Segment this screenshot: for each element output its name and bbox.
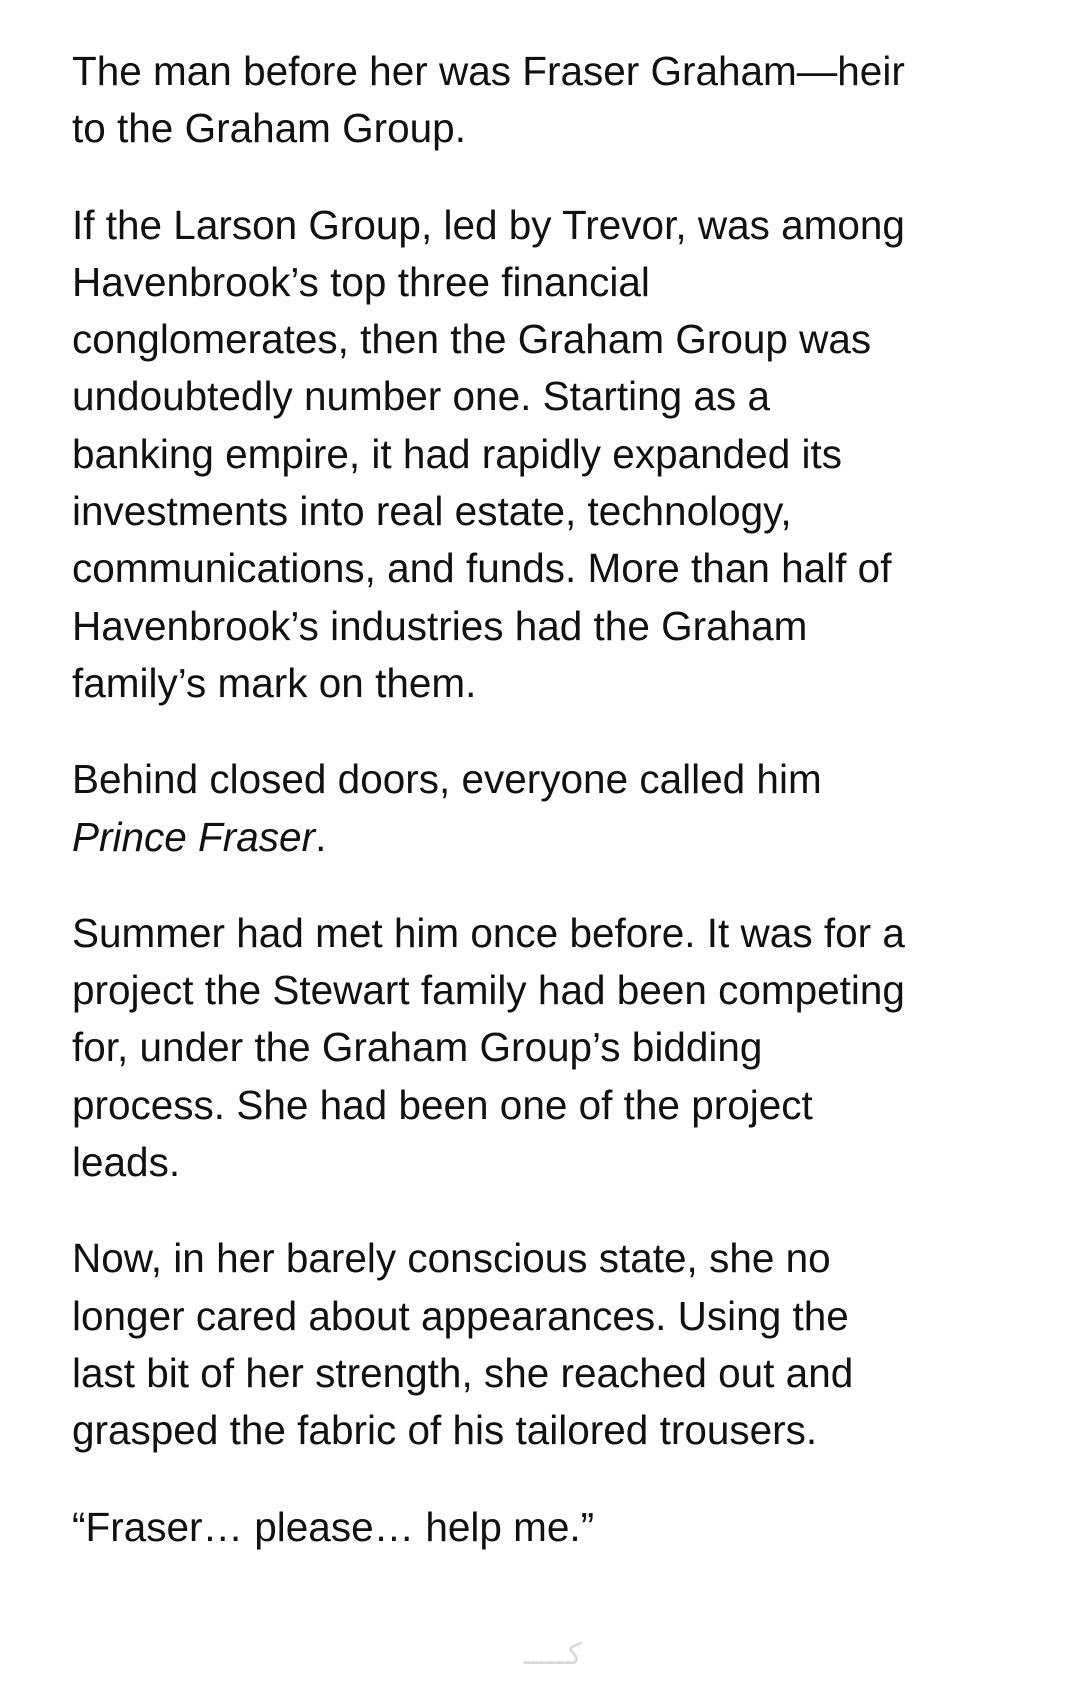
paragraph-graham-group [72, 197, 1032, 713]
text-line: for, under the Graham Group’s bidding [72, 1024, 763, 1071]
paragraph-grasped [72, 1230, 1032, 1459]
text-line: project the Stewart family had been competing [72, 967, 905, 1014]
text-line: Havenbrook’s industries had the Graham [72, 602, 808, 649]
text-line: family’s mark on them. [72, 659, 477, 706]
text-line: Now, in her barely conscious state, she no [72, 1235, 831, 1282]
chapter-text [72, 43, 1032, 1556]
text-line: investments into real estate, technology, [72, 488, 792, 535]
text-line: Summer had met him once before. It was for a [72, 909, 905, 956]
text-line: communications, and funds. More than half of [72, 545, 892, 592]
text-line: If the Larson Group, led by Trevor, was among [72, 201, 905, 248]
italic-nickname: Prince Fraser [72, 813, 316, 860]
text-line: Havenbrook’s top three financial [72, 258, 650, 305]
text-line: Behind closed doors, everyone called him [72, 756, 822, 803]
paragraph-prince-fraser [72, 751, 1032, 866]
text-line: leads. [72, 1139, 181, 1186]
text-line: banking empire, it had rapidly expanded its [72, 430, 842, 477]
text-line: The man before her was Fraser Graham—heir [72, 48, 905, 94]
text-line: “Fraser… please… help me.” [72, 1503, 595, 1550]
watermark-logo: كـــــ [523, 1636, 583, 1672]
text-line: longer cared about appearances. Using the [72, 1292, 849, 1339]
text-line: to the Graham Group. [72, 105, 466, 152]
paragraph-heir [72, 43, 1032, 158]
text-line: conglomerates, then the Graham Group was [72, 316, 872, 363]
text-line: grasped the fabric of his tailored trousers. [72, 1407, 818, 1454]
text-line: process. She had been one of the project [72, 1081, 813, 1128]
paragraph-summer-met [72, 905, 1032, 1191]
period: . [315, 813, 327, 860]
paragraph-dialogue [72, 1499, 1032, 1556]
text-line: last bit of her strength, she reached out and [72, 1349, 854, 1396]
text-line: undoubtedly number one. Starting as a [72, 373, 770, 420]
